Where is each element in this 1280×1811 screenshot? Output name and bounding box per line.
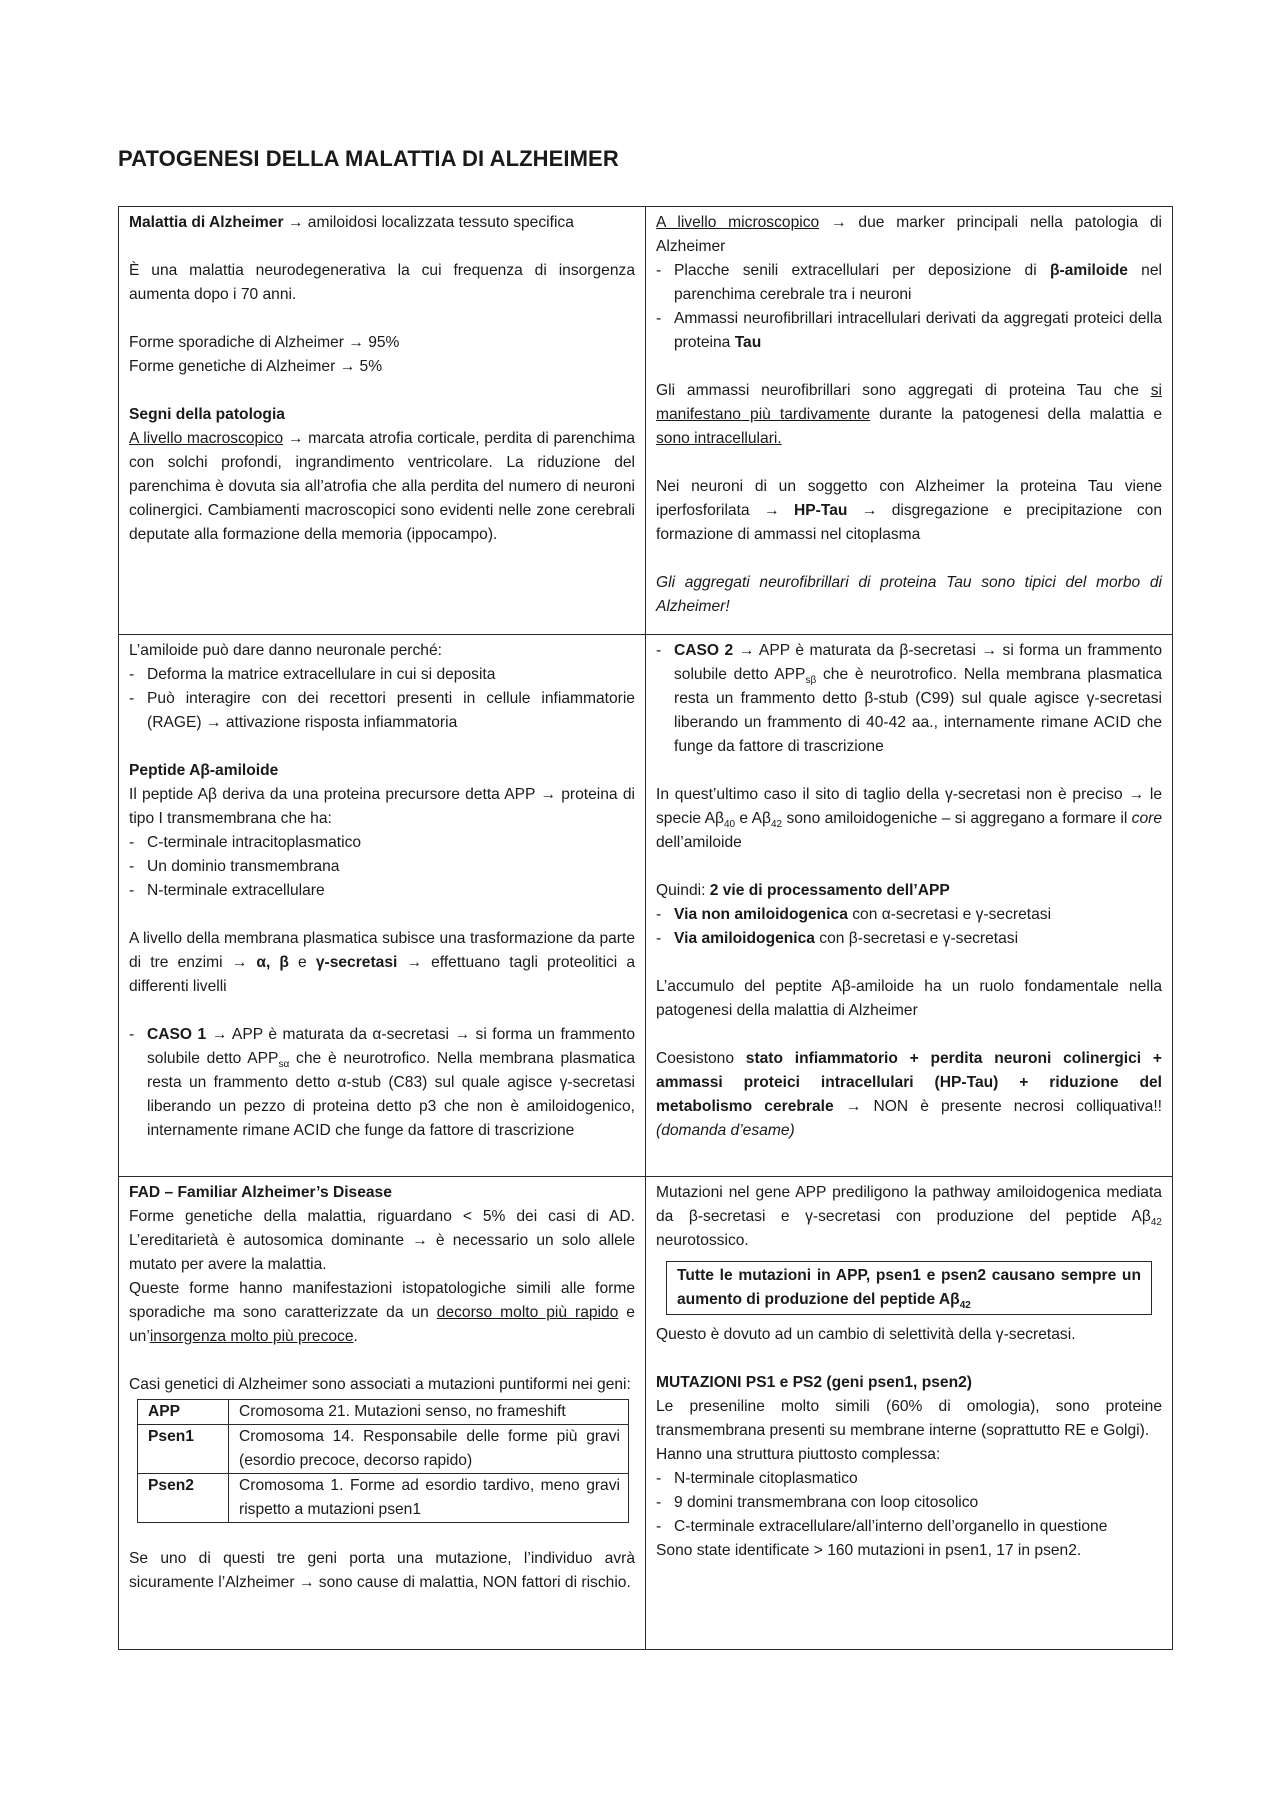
table-row [119, 1177, 1173, 1650]
list-item: - N-terminale extracellulare [129, 879, 635, 903]
cell-fad [119, 1177, 646, 1650]
cell-microscopic [646, 207, 1173, 635]
gene-description: Cromosoma 21. Mutazioni senso, no frameshift [229, 1400, 629, 1425]
table-row [138, 1425, 629, 1474]
note-italic: Gli aggregati neurofibrillari di proteina Tau sono tipici del morbo di Alzheimer! [656, 574, 1162, 615]
cell-processing [646, 635, 1173, 1177]
pathways-heading: Quindi: 2 vie di processamento dell’APP [656, 882, 950, 899]
list-item: - Via amiloidogenica con β-secretasi e γ-secretasi [656, 927, 1162, 951]
list-item: - N-terminale citoplasmatico [656, 1467, 1162, 1491]
peptide-text: Il peptide Aβ deriva da una proteina precursore detta APP → proteina di tipo I transmembrana che ha: [129, 786, 635, 827]
section-heading: FAD – Familiar Alzheimer’s Disease [129, 1184, 392, 1201]
identified-text: Sono state identificate > 160 mutazioni in psen1, 17 in psen2. [656, 1542, 1082, 1559]
gene-name: Psen1 [138, 1425, 229, 1474]
list-item: - C-terminale intracitoplasmatico [129, 831, 635, 855]
definition-text: amiloidosi localizzata tessuto specifica [303, 214, 574, 231]
list-item: - 9 domini transmembrana con loop citosolico [656, 1491, 1162, 1515]
section-heading: Peptide Aβ-amiloide [129, 762, 279, 779]
closing-paragraph: Se uno di questi tre geni porta una mutazione, l’individuo avrà sicuramente l’Alzheimer → sono cause di malattia, NON fattori di rischio. [129, 1550, 635, 1591]
marker-list [656, 259, 1162, 355]
pathways-list [656, 903, 1162, 951]
page-title: PATOGENESI DELLA MALATTIA DI ALZHEIMER [118, 146, 619, 171]
selectivity-text: Questo è dovuto ad un cambio di selettività della γ-secretasi. [656, 1326, 1076, 1343]
list-item: - C-terminale extracellulare/all’interno dell’organello in questione [656, 1515, 1162, 1539]
coexistence-paragraph: Coesistono stato infiammatorio + perdita neuroni colinergici + ammassi proteici intracellulari (HP-Tau) + riduzione del metabolismo cerebrale → NON è presente necrosi colliquativa!! (domanda d’esame) [656, 1050, 1162, 1139]
list-item: - CASO 2 → APP è maturata da β-secretasi → si forma un frammento solubile detto $APP_{s\beta}$ che è neurotrofico. Nella membrana plasmatica resta un frammento detto β-stub (C99) sul quale agisce γ-secretasi liberando un frammento di 40-42 aa., internamente rimane ACID che funge da fattore di trascrizione [656, 639, 1162, 759]
damage-intro: L’amiloide può dare danno neuronale perché: [129, 642, 442, 659]
hp-tau-paragraph: Nei neuroni di un soggetto con Alzheimer la proteina Tau viene iperfosforilata → HP-Tau → disgregazione e precipitazione con formazione di ammassi nel citoplasma [656, 478, 1162, 543]
gene-description: Cromosoma 1. Forme ad esordio tardivo, meno gravi rispetto a mutazioni psen1 [229, 1474, 629, 1523]
list-item: - Placche senili extracellulari per deposizione di β-amiloide nel parenchima cerebrale tra i neuroni [656, 259, 1162, 307]
table-row [138, 1400, 629, 1425]
membrane-paragraph: A livello della membrana plasmatica subisce una trasformazione da parte di tre enzimi → α, β e γ-secretasi → effettuano tagli proteolitici a differenti livelli [129, 930, 635, 995]
list-item: - Può interagire con dei recettori presenti in cellule infiammatorie (RAGE) → attivazione risposta infiammatoria [129, 687, 635, 735]
list-item: - Ammassi neurofibrillari intracellulari derivati da aggregati proteici della proteina Tau [656, 307, 1162, 355]
cell-mutations [646, 1177, 1173, 1650]
gene-name: APP [138, 1400, 229, 1425]
presenilin-text: Le preseniline molto simili (60% di omologia), sono proteine transmembrana presenti su membrane interne (soprattutto RE e Golgi). [656, 1398, 1162, 1439]
intro-text: È una malattia neurodegenerativa la cui frequenza di insorgenza aumenta dopo i 70 anni. [129, 262, 635, 303]
tau-paragraph: Gli ammassi neurofibrillari sono aggregati di proteina Tau che si manifestano più tardivamente durante la patogenesi della malattia e sono intracellulari. [656, 382, 1162, 447]
cell-general: Malattia di Alzheimer → amiloidosi localizzata tessuto specifica È una malattia neurodegenerativa la cui frequenza di insorgenza aumenta dopo i 70 anni. Forme sporadiche di Alzheimer → 95% Forme genetiche di Alzheimer → 5% Segni della patologia A livello macroscopico → marcata atrofia corticale, perdita di parenchima con solchi profondi, ingrandimento ventricolare. La riduzione del parenchima è dovuta sia all’atrofia che alla perdita del numero di neuroni colinergici. Cambiamenti macroscopici sono evidenti nelle zone cerebrali deputate alla formazione della memoria (ippocampo). [119, 207, 646, 635]
genes-table [137, 1399, 629, 1523]
definition-label: Malattia di Alzheimer [129, 214, 284, 231]
table-row [119, 635, 1173, 1177]
macro-text: → marcata atrofia corticale, perdita di parenchima con solchi profondi, ingrandimento ventricolare. La riduzione del parenchima è dovuta sia all’atrofia che alla perdita del numero di neuroni colinergici. Cambiamenti macroscopici sono evidenti nelle zone cerebrali deputate alla formazione della memoria (ippocampo). [129, 430, 635, 543]
damage-list [129, 663, 635, 735]
case2-list [656, 639, 1162, 759]
highlight-box: Tutte le mutazioni in APP, psen1 e psen2 causano sempre un aumento di produzione del peptide $A\beta_{42}$ [666, 1261, 1152, 1315]
list-item: - Deforma la matrice extracellulare in cui si deposita [129, 663, 635, 687]
case1-list [129, 1023, 635, 1143]
structure-intro: Hanno una struttura piuttosto complessa: [656, 1446, 941, 1463]
section-heading: MUTAZIONI PS1 e PS2 (geni psen1, psen2) [656, 1374, 972, 1391]
fad-features: Queste forme hanno manifestazioni istopatologiche simili alle forme sporadiche ma sono caratterizzate da un decorso molto più rapido e un’insorgenza molto più precoce. [129, 1280, 635, 1345]
notes-table [118, 206, 1173, 1650]
cut-site-paragraph: In quest’ultimo caso il sito di taglio della γ-secretasi non è preciso → le specie $A\beta_{40}$ e $A\beta_{42}$ sono amiloidogeniche – si aggregano a formare il core dell’amiloide [656, 786, 1163, 851]
fad-text: Forme genetiche della malattia, riguardano < 5% dei casi di AD. L’ereditarietà è autosomica dominante → è necessario un solo allele mutato per avere la malattia. [129, 1208, 635, 1273]
app-mutations-paragraph: Mutazioni nel gene APP prediligono la pathway amiloidogenica mediata da β-secretasi e γ-secretasi con produzione del peptide $A\beta_{42}$ neurotossico. [656, 1184, 1162, 1249]
list-item: - CASO 1 → APP è maturata da α-secretasi → si forma un frammento solubile detto $APP_{s\alpha}$ che è neurotrofico. Nella membrana plasmatica resta un frammento detto α-stub (C83) sul quale agisce γ-secretasi liberando un pezzo di proteina detto p3 che non è amiloidogenico, internamente rimane ACID che funge da fattore di trascrizione [129, 1023, 635, 1143]
sporadic-forms: Forme sporadiche di Alzheimer → 95% [129, 334, 400, 351]
genetic-forms: Forme genetiche di Alzheimer → 5% [129, 358, 383, 375]
list-item: - Un dominio transmembrana [129, 855, 635, 879]
macro-label: A livello macroscopico [129, 430, 284, 447]
gene-description: Cromosoma 14. Responsabile delle forme più gravi (esordio precoce, decorso rapido) [229, 1425, 629, 1474]
list-item: - Via non amiloidogenica con α-secretasi e γ-secretasi [656, 903, 1162, 927]
accumulation-paragraph: L’accumulo del peptite Aβ-amiloide ha un ruolo fondamentale nella patogenesi della malattia di Alzheimer [656, 978, 1162, 1019]
micro-label: A livello microscopico [656, 214, 820, 231]
app-structure-list [129, 831, 635, 903]
table-row [138, 1474, 629, 1523]
genes-intro: Casi genetici di Alzheimer sono associati a mutazioni puntiformi nei geni: [129, 1376, 631, 1393]
gene-name: Psen2 [138, 1474, 229, 1523]
section-heading: Segni della patologia [129, 406, 285, 423]
structure-list [656, 1467, 1162, 1539]
cell-amyloid [119, 635, 646, 1177]
table-row [119, 207, 1173, 635]
micro-text: → due marker principali nella patologia di Alzheimer [656, 214, 1162, 255]
